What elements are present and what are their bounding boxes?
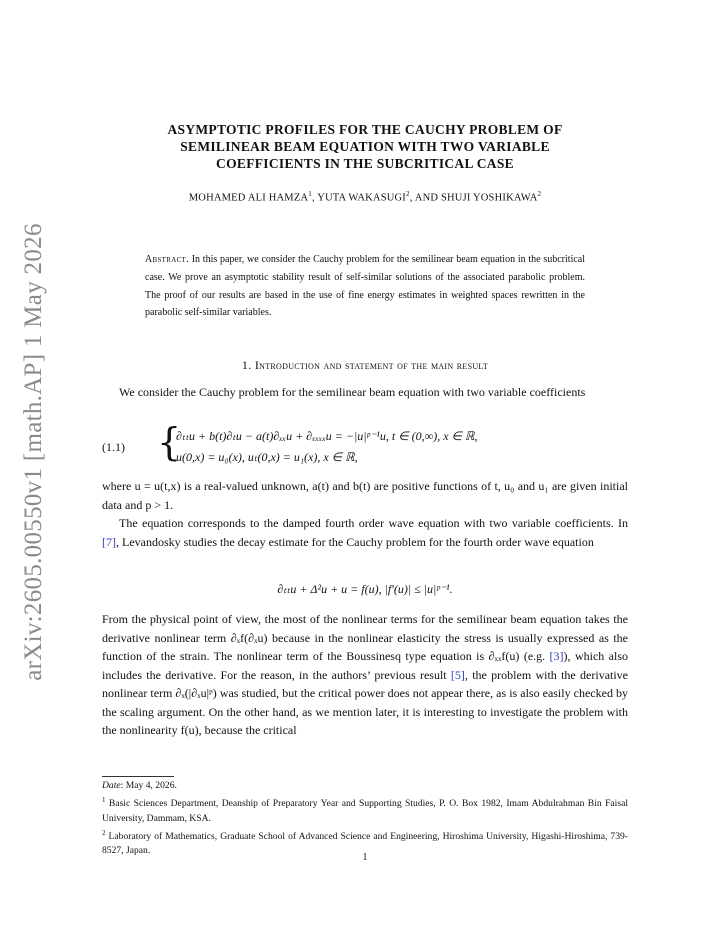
equation-number: (1.1): [102, 440, 125, 454]
paragraph-where: where u = u(t,x) is a real-valued unknown, a(t) and b(t) are positive functions of t, u₀ and u₁ are given initial data and p > 1.: [102, 479, 628, 512]
date-label: Date: [102, 780, 121, 791]
abstract-text: In this paper, we consider the Cauchy problem for the semilinear beam equation in the subcritical case. We prove an asymptotic stability result of self-similar solutions of the associated parabolic problem. The proof of our results are based in the use of fine energy estimates in weighted spaces rewritten in the parabolic self-similar variables.: [145, 254, 585, 319]
author-separator: ,: [409, 192, 415, 204]
title-line-1: ASYMPTOTIC PROFILES FOR THE CAUCHY PROBLEM OF: [167, 122, 563, 137]
arxiv-identifier-text: arXiv:2605.00550v1 [math.AP] 1 May 2026: [20, 223, 47, 681]
author-name: MOHAMED ALI HAMZA: [188, 192, 309, 204]
footnote-text: Laboratory of Mathematics, Graduate School of Advanced Science and Engineering, Hiroshima University, Higashi-Hiroshima, 739-8527, Japan.: [102, 830, 628, 857]
author-name: YUTA WAKASUGI: [317, 192, 406, 204]
abstract-label: Abstract.: [145, 254, 189, 265]
author-conjunction: AND: [414, 192, 441, 204]
abstract: [145, 251, 585, 322]
section-number: 1.: [241, 358, 252, 372]
citation-link[interactable]: [3]: [549, 649, 564, 663]
paragraph-levandosky: [102, 514, 628, 551]
equation-line-2: u(0,x) = u₀(x), uₜ(0,x) = u₁(x), x ∈ ℝ,: [176, 450, 358, 464]
footnote-mark: 2: [102, 828, 106, 837]
date-value: : May 4, 2026.: [120, 780, 177, 791]
paragraph-text: , the problem with the derivative nonlinear term ∂ₓ(|∂ₓu|ᵖ) was studied, but the critical power does not appear there, as is also easily checked by the scaling argument. On the other hand, as we mention later, it is interesting to investigate the problem with the nonlinearity f(u), because the critical: [102, 667, 629, 737]
footnote-rule: [102, 776, 174, 777]
citation-link[interactable]: [5]: [450, 667, 465, 682]
paragraph-text: The equation corresponds to the damped fourth order wave equation with two variable coefficients. In: [119, 516, 628, 530]
paragraph-intro: We consider the Cauchy problem for the semilinear beam equation with two variable coefficients: [119, 385, 586, 399]
title-line-3: COEFFICIENTS IN THE SUBCRITICAL CASE: [216, 156, 514, 171]
paragraph-text: , Levandosky studies the decay estimate for the Cauchy problem for the fourth order wave equation: [116, 534, 594, 549]
equation-line-1: ∂ₜₜu + b(t)∂ₜu − a(t)∂ₓₓu + ∂ₓₓₓₓu = −|u|ᵖ⁻¹u, t ∈ (0,∞), x ∈ ℝ,: [176, 429, 478, 443]
author-affiliation-mark: 2: [406, 190, 410, 198]
title-line-2: SEMILINEAR BEAM EQUATION WITH TWO VARIABLE: [180, 139, 550, 154]
author-separator: ,: [311, 192, 318, 204]
paper-title: [102, 121, 628, 172]
page-number: 1: [362, 852, 368, 863]
display-equation: ∂ₜₜu + Δ²u + u = f(u), |f′(u)| ≤ |u|ᵖ⁻¹.: [277, 582, 453, 596]
citation-link[interactable]: [7]: [102, 534, 116, 549]
section-heading: [102, 358, 628, 373]
footnote-date: [102, 779, 628, 793]
author-affiliation-mark: 2: [537, 190, 542, 198]
author-list: [102, 190, 628, 204]
footnote-affiliation-1: [102, 793, 628, 826]
section-title: Introduction and statement of the main result: [254, 358, 489, 372]
paragraph-physical: [102, 610, 628, 740]
paragraph-text: From the physical point of view, the most of the nonlinear terms for the semilinear beam equation takes the derivative nonlinear term ∂ₓf(∂ₓu) because in the nonlinear elasticity the stress is usually expressed as the function of the strain. The nonlinear term of the Boussinesq type equation is ∂ₓₓf(u) (e.g.: [102, 612, 628, 663]
left-brace: {: [157, 420, 182, 464]
footnotes: [102, 779, 628, 858]
arxiv-identifier-stamp: [4, 223, 64, 681]
footnote-text: Basic Sciences Department, Deanship of Preparatory Year and Supporting Studies, P. O. Box 1982, Imam Abdulrahman Bin Faisal University, Dammam, KSA.: [102, 798, 628, 824]
paragraph-text: ), which also includes the derivative. For the reason, in the authors’ previous result: [102, 649, 628, 682]
footnote-mark: 1: [102, 796, 106, 805]
author-affiliation-mark: 1: [308, 190, 312, 198]
author-name: SHUJI YOSHIKAWA: [440, 192, 538, 204]
